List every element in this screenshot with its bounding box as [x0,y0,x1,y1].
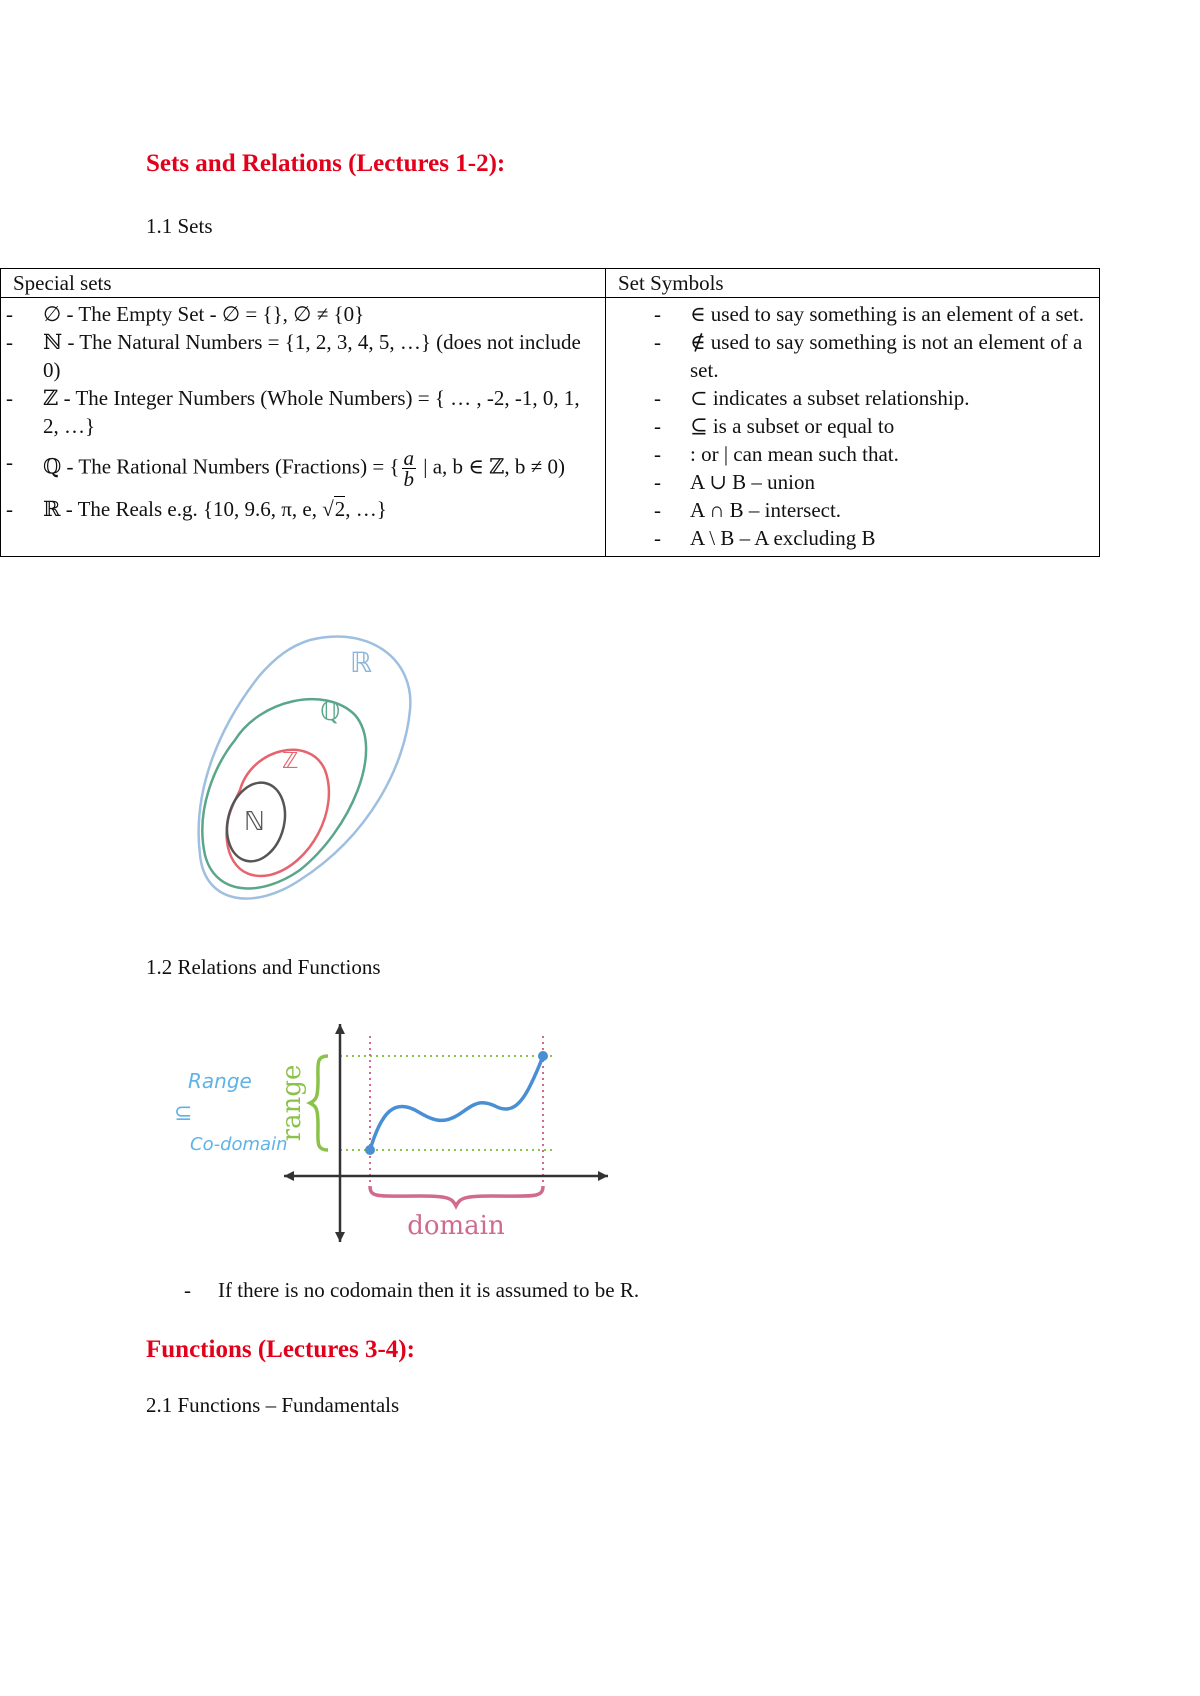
symbol-subset: - ⊂ indicates a subset relationship. [606,384,1099,412]
sqrt-two: 2 [334,497,346,521]
rationals-label: ℚ [320,697,341,727]
empty-set-item: - ∅ - The Empty Set - ∅ = {}, ∅ ≠ {0} [1,300,605,328]
symbol-intersect: - A ∩ B – intersect. [606,496,1099,524]
subsection-title-relations-functions: 1.2 Relations and Functions [146,955,381,979]
y-axis-arrow-up [335,1024,345,1034]
symbol-not-element-of: - ∉ used to say something is not an element of a set. [606,328,1099,384]
set-symbols-list [606,300,1099,552]
subsection-title-sets: 1.1 Sets [146,214,213,238]
special-sets-cell [1,298,606,557]
subsection-title-functions-fundamentals: 2.1 Functions – Fundamentals [146,1393,400,1417]
natural-numbers-item: - ℕ - The Natural Numbers = {1, 2, 3, 4, 5, …} (does not include 0) [1,328,605,384]
symbol-subset-or-equal: - ⊆ is a subset or equal to [606,412,1099,440]
symbol-element-of: - ∈ used to say something is an element of a set. [606,300,1099,328]
integers-label: ℤ [282,749,299,774]
section-heading-functions: Functions (Lectures 3-4): [146,1336,415,1363]
reals-label: ℝ [350,646,373,679]
range-brace [310,1056,328,1150]
rational-numbers-text: ℚ - The Rational Numbers (Fractions) = { [43,454,400,479]
y-axis-arrow-down [335,1232,345,1242]
curve-end-point [538,1051,548,1061]
range-axis-label: range [277,1064,307,1142]
fraction-a-over-b [402,448,417,489]
symbol-union: - A ∪ B – union [606,468,1099,496]
subset-handwritten-symbol: ⊆ [174,1101,193,1126]
rational-numbers-condition: | a, b ∈ ℤ, b ≠ 0) [423,454,565,479]
x-axis-arrow-left [284,1171,294,1181]
set-symbols-header: Set Symbols [606,269,1100,298]
domain-label: domain [407,1211,505,1241]
reals-text: ℝ - The Reals e.g. {10, 9.6, π, e, √ [43,497,334,521]
domain-brace [370,1186,543,1206]
codomain-note-text: If there is no codomain then it is assumed to be R. [218,1278,640,1302]
number-sets-diagram [180,630,440,930]
symbol-excluding: - A \ B – A excluding B [606,524,1099,552]
codomain-handwritten-label: Co-domain [190,1134,288,1155]
x-axis-arrow-right [598,1171,608,1181]
reals-boundary [199,636,411,898]
special-sets-list [1,300,605,523]
section-heading-sets-relations: Sets and Relations (Lectures 1-2): [146,150,506,177]
reals-item [1,495,605,523]
naturals-label: ℕ [244,807,265,837]
fraction-denominator: b [403,467,415,491]
function-curve [370,1056,543,1150]
reals-text-end: , …} [345,497,387,521]
sets-table [0,268,1100,557]
codomain-note [186,1278,639,1303]
fraction-numerator: a [403,446,415,470]
domain-range-graph [160,1010,620,1260]
symbol-such-that: - : or | can mean such that. [606,440,1099,468]
curve-start-point [365,1145,375,1155]
integer-numbers-item: - ℤ - The Integer Numbers (Whole Numbers) = { … , -2, -1, 0, 1, 2, …} [1,384,605,440]
set-symbols-cell [606,298,1100,557]
special-sets-header: Special sets [1,269,606,298]
rational-numbers-item [1,448,605,489]
range-handwritten-label: Range [188,1069,252,1093]
